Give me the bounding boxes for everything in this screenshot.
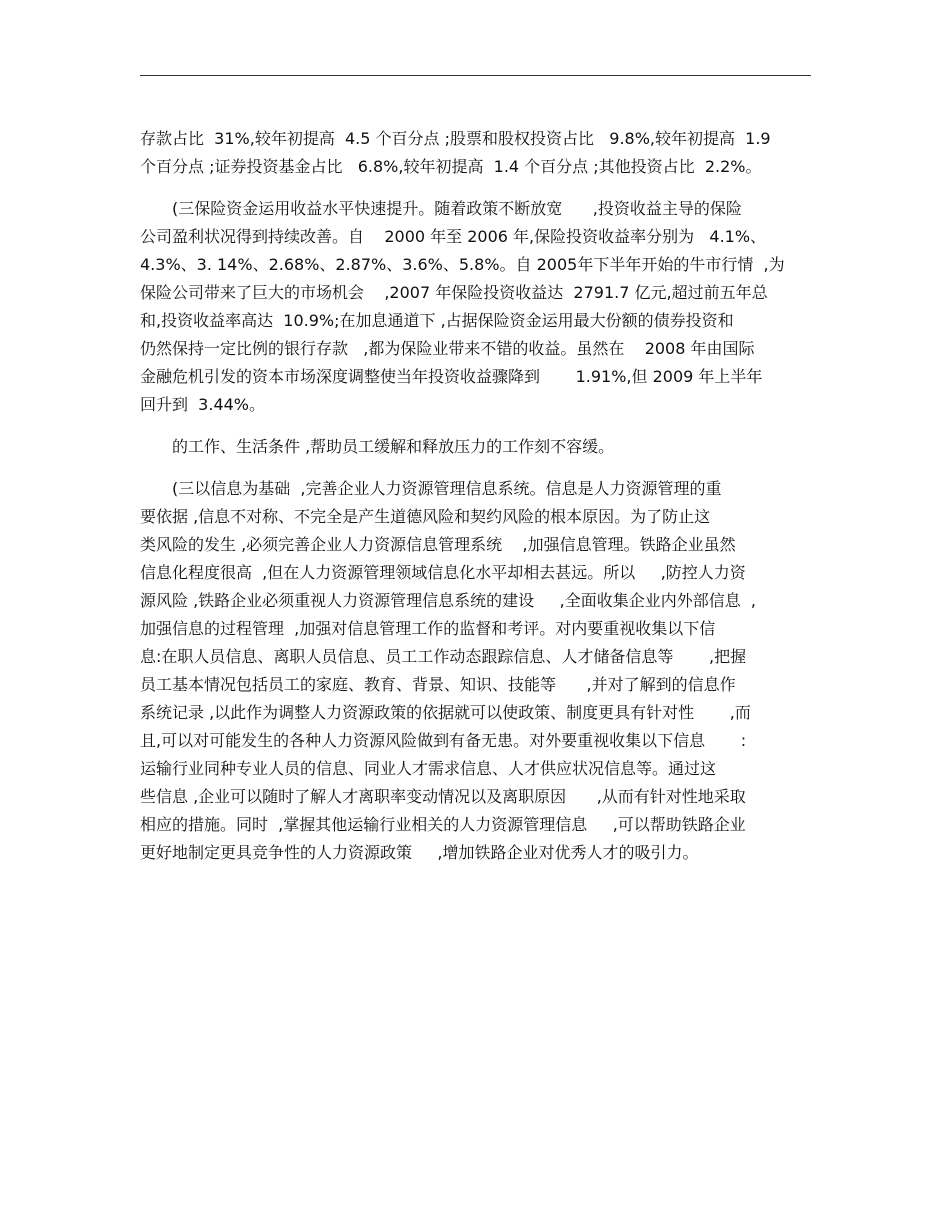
text-line: 4.3%、3. 14%、2.68%、2.87%、3.6%、5.8%。自 2005年下半年开始的牛市行情 ,为: [140, 255, 785, 274]
text-line: 且,可以对可能发生的各种人力资源风险做到有备无患。对外要重视收集以下信息 :: [140, 731, 747, 750]
text-line: 加强信息的过程管理 ,加强对信息管理工作的监督和考评。对内要重视收集以下信: [140, 619, 716, 638]
text-line: 金融危机引发的资本市场深度调整使当年投资收益骤降到 1.91%,但 2009 年上半年: [140, 367, 763, 386]
text-line: 仍然保持一定比例的银行存款 ,都为保险业带来不错的收益。虽然在 2008 年由国际: [140, 339, 755, 358]
text-line: 公司盈利状况得到持续改善。自 2000 年至 2006 年,保险投资收益率分别为 4.1%、: [140, 227, 767, 246]
text-line: 更好地制定更具竞争性的人力资源政策 ,增加铁路企业对优秀人才的吸引力。: [140, 843, 699, 862]
text-line: (三以信息为基础 ,完善企业人力资源管理信息系统。信息是人力资源管理的重: [172, 479, 722, 498]
paragraph-working-conditions: [140, 433, 820, 461]
text-line: 的工作、生活条件 ,帮助员工缓解和释放压力的工作刻不容缓。: [172, 437, 615, 456]
text-line: 个百分点 ;证券投资基金占比 6.8%,较年初提高 1.4 个百分点 ;其他投资占比 2.2%。: [140, 157, 762, 176]
document-body: [140, 125, 820, 881]
text-line: 相应的措施。同时 ,掌握其他运输行业相关的人力资源管理信息 ,可以帮助铁路企业: [140, 815, 746, 834]
text-line: 类风险的发生 ,必须完善企业人力资源信息管理系统 ,加强信息管理。铁路企业虽然: [140, 535, 736, 554]
text-line: 息:在职人员信息、离职人员信息、员工工作动态跟踪信息、人才储备信息等 ,把握: [140, 647, 747, 666]
text-line: 存款占比 31%,较年初提高 4.5 个百分点 ;股票和股权投资占比 9.8%,较年初提高 1.9: [140, 129, 771, 148]
paragraph-investment-returns: [140, 195, 820, 419]
text-line: 源风险 ,铁路企业必须重视人力资源管理信息系统的建设 ,全面收集企业内外部信息 ,: [140, 591, 756, 610]
text-line: 保险公司带来了巨大的市场机会 ,2007 年保险投资收益达 2791.7 亿元,超过前五年总: [140, 283, 768, 302]
text-line: 回升到 3.44%。: [140, 395, 266, 414]
paragraph-hr-information-system: [140, 475, 820, 867]
paragraph-investment-ratios: [140, 125, 820, 181]
text-line: 和,投资收益率高达 10.9%;在加息通道下 ,占据保险资金运用最大份额的债券投资和: [140, 311, 734, 330]
text-line: 要依据 ,信息不对称、不完全是产生道德风险和契约风险的根本原因。为了防止这: [140, 507, 711, 526]
text-line: 些信息 ,企业可以随时了解人才离职率变动情况以及离职原因 ,从而有针对性地采取: [140, 787, 746, 806]
text-line: 员工基本情况包括员工的家庭、教育、背景、知识、技能等 ,并对了解到的信息作: [140, 675, 736, 694]
header-rule: [140, 75, 811, 76]
text-line: 运输行业同种专业人员的信息、同业人才需求信息、人才供应状况信息等。通过这: [140, 759, 717, 778]
text-line: (三保险资金运用收益水平快速提升。随着政策不断放宽 ,投资收益主导的保险: [172, 199, 742, 218]
text-line: 系统记录 ,以此作为调整人力资源政策的依据就可以使政策、制度更具有针对性 ,而: [140, 703, 751, 722]
text-line: 信息化程度很高 ,但在人力资源管理领域信息化水平却相去甚远。所以 ,防控人力资: [140, 563, 746, 582]
